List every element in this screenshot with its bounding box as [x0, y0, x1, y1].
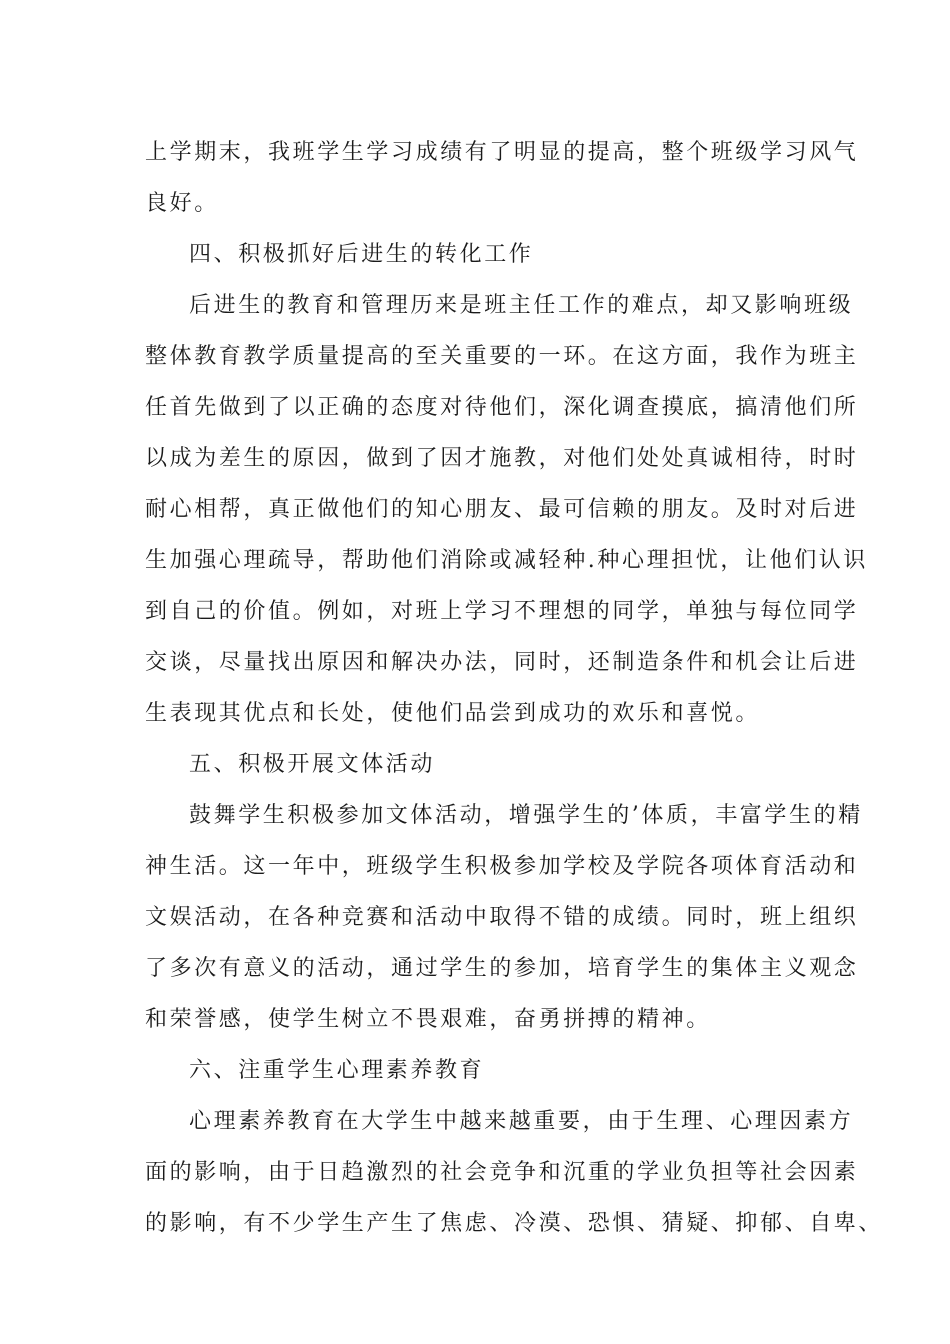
text-line: 神生活。这一年中，班级学生积极参加学校及学院各项体育活动和 [145, 854, 859, 879]
text-line: 良好。 [145, 191, 219, 216]
text-line: 后进生的教育和管理历来是班主任工作的难点，却又影响班级 [189, 293, 854, 318]
text-line: 到自己的价值。例如，对班上学习不理想的同学，单独与每位同学 [145, 599, 859, 624]
section-heading: 四、积极抓好后进生的转化工作 [189, 242, 534, 267]
text-line: 任首先做到了以正确的态度对待他们，深化调查摸底，搞清他们所 [145, 395, 859, 420]
text-line: 交谈，尽量找出原因和解决办法，同时，还制造条件和机会让后进 [145, 650, 859, 675]
text-line: 心理素养教育在大学生中越来越重要，由于生理、心理因素方 [189, 1109, 854, 1134]
text-line: 生加强心理疏导，帮助他们消除或减轻种.种心理担忧，让他们认识 [145, 548, 868, 573]
text-line: 文娱活动，在各种竞赛和活动中取得不错的成绩。同时，班上组织 [145, 905, 859, 930]
section-heading: 五、积极开展文体活动 [189, 752, 436, 777]
text-line: 的影响，有不少学生产生了焦虑、冷漠、恐惧、猜疑、抑郁、自卑、 [145, 1211, 884, 1236]
text-line: 上学期末，我班学生学习成绩有了明显的提高，整个班级学习风气 [145, 140, 859, 165]
text-line: 和荣誉感，使学生树立不畏艰难，奋勇拼搏的精神。 [145, 1007, 711, 1032]
text-line: 整体教育教学质量提高的至关重要的一环。在这方面，我作为班主 [145, 344, 859, 369]
section-heading: 六、注重学生心理素养教育 [189, 1058, 485, 1083]
text-line: 鼓舞学生积极参加文体活动，增强学生的’体质，丰富学生的精 [189, 803, 863, 828]
text-line: 面的影响，由于日趋激烈的社会竞争和沉重的学业负担等社会因素 [145, 1160, 859, 1185]
text-line: 耐心相帮，真正做他们的知心朋友、最可信赖的朋友。及时对后进 [145, 497, 859, 522]
text-line: 以成为差生的原因，做到了因才施教，对他们处处真诚相待，时时 [145, 446, 859, 471]
text-line: 生表现其优点和长处，使他们品尝到成功的欢乐和喜悦。 [145, 701, 761, 726]
text-line: 了多次有意义的活动，通过学生的参加，培育学生的集体主义观念 [145, 956, 859, 981]
